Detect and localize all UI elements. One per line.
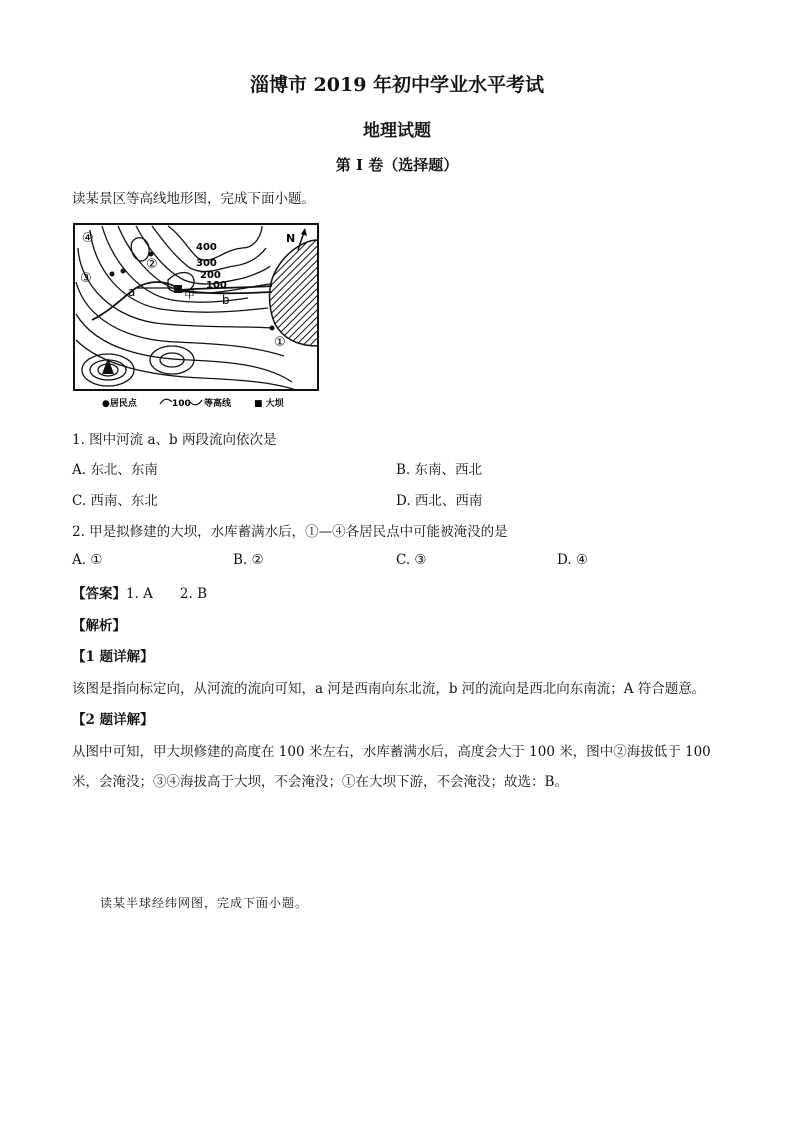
answer-line	[72, 582, 207, 602]
legend-dam: ■ 大坝	[254, 399, 284, 409]
contour-label-100: 100	[206, 280, 227, 291]
settlement-label-4: ④	[82, 231, 94, 246]
next-intro-text: 读某半球经纬网图，完成下面小题。	[100, 896, 309, 910]
settlement-label-1: ①	[274, 335, 286, 350]
north-label: N	[286, 232, 296, 245]
question-1-option-c: C. 西南、东北	[72, 493, 158, 509]
answer-value: 1. A 2. B	[126, 586, 208, 602]
q2-detail-line2: 米，会淹没；③④海拔高于大坝，不会淹没；①在大坝下游，不会淹没；故选：B。	[72, 774, 568, 790]
settlement-label-3: ③	[80, 271, 92, 286]
page-title: 淄博市 2019 年初中学业水平考试	[249, 74, 545, 96]
dam-marker	[174, 285, 182, 293]
legend-contour-value: 100	[172, 399, 191, 409]
settlement-dot-2	[149, 252, 154, 257]
dam-label: 甲	[184, 288, 195, 301]
question-1-stem: 1. 图中河流 a、b 两段流向依次是	[72, 432, 277, 448]
legend-contour-icon	[160, 399, 172, 404]
question-2-option-c: C. ③	[396, 552, 427, 568]
q2-detail-label: 【2 题详解】	[72, 712, 154, 728]
contour-label-400: 400	[196, 242, 217, 253]
question-2-option-b: B. ②	[233, 552, 264, 568]
intro-text: 读某景区等高线地形图，完成下面小题。	[72, 191, 315, 207]
settlement-dot-3	[110, 272, 115, 277]
settlement-label-2: ②	[146, 257, 158, 272]
map-legend	[102, 397, 285, 409]
question-1-option-d: D. 西北、西南	[396, 493, 483, 509]
question-2-option-d: D. ④	[557, 552, 589, 568]
question-1-option-b: B. 东南、西北	[396, 462, 483, 478]
question-2-stem: 2. 甲是拟修建的大坝，水库蓄满水后，①—④各居民点中可能被淹没的是	[72, 524, 508, 540]
contour-label-200: 200	[200, 270, 221, 281]
river-label-b: b	[222, 293, 230, 307]
answer-label: 【答案】	[72, 586, 126, 602]
question-2-option-a: A. ①	[72, 552, 103, 568]
subject-title: 地理试题	[363, 121, 431, 141]
question-1-option-a: A. 东北、东南	[72, 462, 158, 478]
analysis-label: 【解析】	[72, 618, 126, 634]
settlement-dot-1	[270, 326, 275, 331]
q2-detail-line1: 从图中可知，甲大坝修建的高度在 100 米左右，水库蓄满水后，高度会大于 100 米，图中②海拔低于 100	[72, 744, 711, 760]
legend-settlement: ●居民点	[102, 399, 137, 409]
section-title: 第 I 卷（选择题）	[335, 156, 459, 174]
contour-map	[72, 222, 322, 412]
contour-label-300: 300	[196, 258, 217, 269]
river-label-a: a	[128, 285, 136, 299]
settlement-dot-4	[121, 269, 126, 274]
q1-detail-label: 【1 题详解】	[72, 649, 154, 665]
legend-contour-text: 等高线	[204, 399, 232, 409]
q1-detail-text: 该图是指向标定向，从河流的流向可知，a 河是西南向东北流，b 河的流向是西北向东南流；A 符合题意。	[72, 681, 706, 697]
